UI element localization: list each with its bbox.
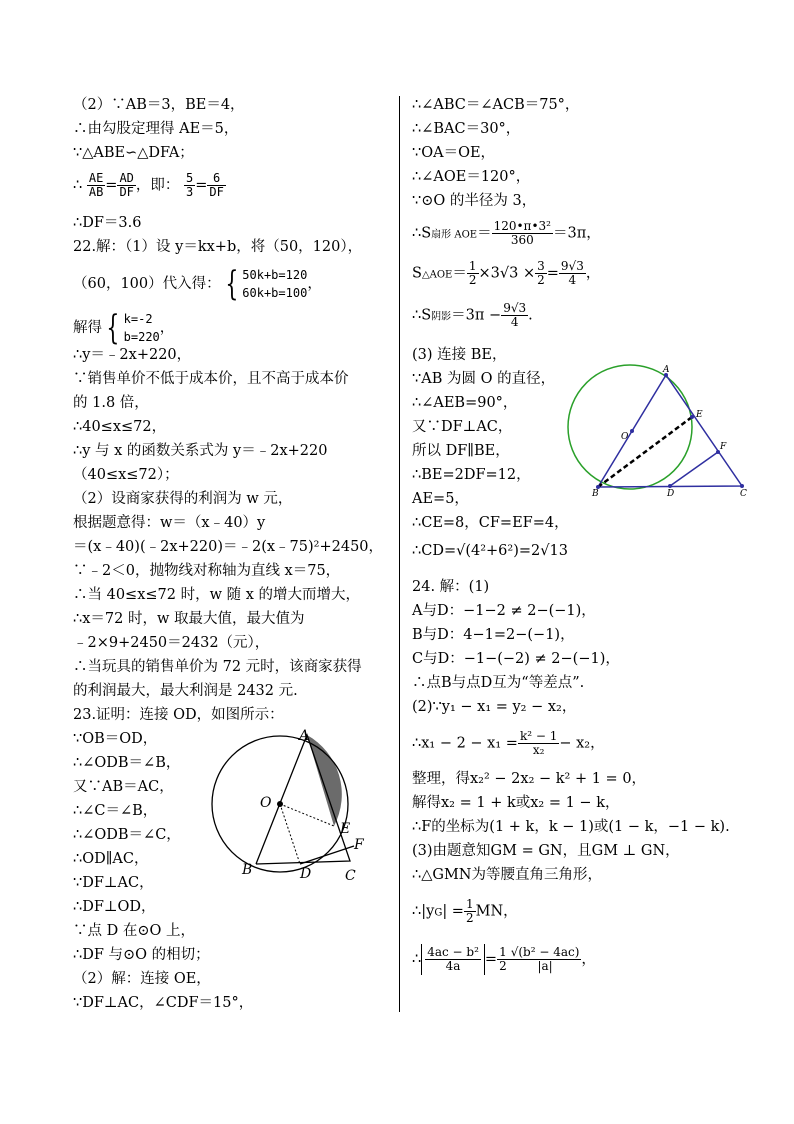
text-line: ∴y＝﹣2x+220， (73, 347, 192, 363)
text-line: ∵DF⊥AC， (73, 875, 154, 891)
text-line: ∵OA＝OE， (412, 145, 496, 161)
text-line: ∴x＝72 时，w 取最大值，最大值为 (73, 611, 305, 627)
dashed-od (280, 804, 300, 864)
label-e: E (340, 821, 351, 837)
text-line: ∵DF⊥AC，∠CDF＝15°， (73, 995, 254, 1011)
text-line: （2）解：连接 OE， (73, 971, 211, 987)
text-line: ∵﹣2＜0，抛物线对称轴为直线 x＝75， (73, 563, 341, 579)
text-line: ∴∠ODB＝∠B， (73, 755, 181, 771)
text-line: C与D：−1−(−2) ≠ 2−(−1)， (412, 651, 620, 667)
point-o (630, 429, 634, 433)
text-line: 整理，得x₂² − 2x₂ − k² + 1 = 0， (412, 771, 647, 787)
text-line: B与D：4−1=2−(−1)， (412, 627, 575, 643)
label-f: F (720, 442, 727, 452)
system-equations-2: 解得 { k=-2 b=220 ， (73, 308, 175, 348)
text-line: ∴DF⊥OD， (73, 899, 156, 915)
text-line: ∴∠C＝∠B， (73, 803, 158, 819)
text-line: 的利润最大，最大利润是 2432 元. (73, 683, 298, 699)
text-line: ∴OD∥AC， (73, 851, 149, 867)
text-line: （40≤x≤72）； (73, 467, 179, 483)
text-line: 24. 解：(1) (412, 579, 490, 595)
column-divider (399, 96, 400, 1012)
vertex-formula: ∴ $\frac{\text{4ac − b²}}{4a}$ = $\frac{1}{2}$ $\frac{\text{√(b² − 4ac)}}{|a|}$ ， (412, 945, 596, 973)
text-line: ∴CD=√(4²+6²)=2√13 (412, 543, 568, 559)
shaded-area-formula: ∴S阴影＝3π − $\frac{9√3}{4}$ . (412, 301, 533, 329)
dashed-oe (280, 804, 334, 826)
text-line: 22.解：（1）设 y＝kx+b，将（50，120）， (73, 239, 363, 255)
text-line: ∵销售单价不低于成本价，且不高于成本价 (73, 371, 349, 387)
text-line: （2）设商家获得的利润为 w 元， (73, 491, 293, 507)
label-a: A (663, 365, 670, 375)
text-line: ∴由勾股定理得 AE＝5， (73, 121, 239, 137)
text-line: ∴△GMN为等腰直角三角形， (412, 867, 602, 883)
label-e: E (696, 410, 703, 420)
text-line: 的 1.8 倍， (73, 395, 149, 411)
text-line: ∴40≤x≤72， (73, 419, 167, 435)
text-line: ∴∠AEB=90°， (412, 395, 518, 411)
text-line: (3)由题意知GM = GN，且GM ⊥ GN， (412, 843, 680, 859)
text-line: ∴y 与 x 的函数关系式为 y＝﹣2x+220 (73, 443, 328, 459)
text-line: ∴∠AOE＝120°， (412, 169, 531, 185)
text-line: 又∵DF⊥AC， (412, 419, 513, 435)
text-line: ∴点B与点D互为“等差点”. (412, 675, 585, 691)
text-line: ∴当 40≤x≤72 时，w 随 x 的增大而增大， (73, 587, 361, 603)
point-e (690, 415, 694, 419)
sector-area-formula: ∴S扇形 AOE＝ $\frac{\text{120•π•3²}}{360}$ ＝3π， (412, 219, 601, 247)
label-d: D (667, 489, 675, 499)
text-line: ∴BE=2DF=12， (412, 467, 531, 483)
text-line: ∴当玩具的销售单价为 72 元时，该商家获得 (73, 659, 362, 675)
center-point (277, 801, 283, 807)
text-line: 所以 DF∥BE， (412, 443, 510, 459)
text-line: 23.证明：连接 OD，如图所示： (73, 707, 284, 723)
point-d (668, 484, 672, 488)
label-o: O (621, 432, 629, 442)
text-line: ﹣2×9+2450＝2432（元）， (73, 635, 270, 651)
circle-diameter-figure (568, 365, 758, 500)
text-line: ∵点 D 在⊙O 上， (73, 923, 195, 939)
eq-x2-formula: ∴x₁ − 2 − x₁ = $\frac{\text{k² − 1}}{\text{x₂}}$ − x₂， (412, 729, 605, 757)
label-d: D (300, 866, 312, 882)
text-line: ∴DF 与⊙O 的相切； (73, 947, 210, 963)
text-line: ∵AB 为圆 O 的直径， (412, 371, 556, 387)
line-df (670, 452, 718, 486)
text-line: 根据题意得：w＝（x﹣40）y (73, 515, 266, 531)
text-line: ∴∠BAC＝30°， (412, 121, 521, 137)
text-line: (2)∵y₁ − x₁ = y₂ − x₂， (412, 699, 577, 715)
text-line: ∴∠ABC＝∠ACB＝75°， (412, 97, 580, 113)
text-line: （2）∵AB＝3，BE＝4， (73, 97, 245, 113)
system-equations-1: （60，100）代入得： { 50k+b=120 60k+b=100 ， (73, 264, 322, 304)
label-a: A (299, 728, 310, 744)
text-line: ∵OB＝OD， (73, 731, 158, 747)
label-b: B (242, 862, 253, 878)
text-line: ∴CE=8，CF=EF=4， (412, 515, 569, 531)
text-line: (3) 连接 BE， (412, 347, 507, 363)
text-line: ＝(x﹣40)(﹣2x+220)＝﹣2(x﹣75)²+2450， (73, 539, 384, 555)
text-line: ∵⊙O 的半径为 3， (412, 193, 537, 209)
text-line: A与D：−1−2 ≠ 2−(−1)， (412, 603, 596, 619)
label-f: F (354, 837, 364, 853)
circle-tangent-figure (212, 728, 362, 883)
text-line: ∴DF＝3.6 (73, 215, 142, 231)
text-line: AE=5， (412, 491, 469, 507)
ratio-formula: ∴ $\frac{AE}{AB}$ = $\frac{AD}{DF}$ ，即： $\frac{5}{3}$ = $\frac{6}{DF}$ (73, 171, 224, 199)
text-line: ∴∠ODB＝∠C， (73, 827, 181, 843)
label-b: B (592, 489, 599, 499)
dashed-be (598, 417, 692, 487)
label-c: C (740, 489, 747, 499)
yg-formula: ∴|yG| = $\frac{1}{2}$ MN， (412, 897, 518, 925)
text-line: ∵△ABE∽△DFA； (73, 145, 194, 161)
text-line: 又∵AB＝AC， (73, 779, 174, 795)
label-o: O (260, 795, 272, 811)
label-c: C (345, 868, 356, 884)
text-line: ∴F的坐标为(1 + k，k − 1)或(1 − k，−1 − k). (412, 819, 730, 835)
text-line: 解得x₂ = 1 + k或x₂ = 1 − k， (412, 795, 620, 811)
triangle-area-formula: S△AOE＝ $\frac{1}{2}$ ×3√3 × $\frac{3}{2}$ = $\frac{9√3}{4}$ ， (412, 259, 601, 287)
circle-o (568, 365, 692, 489)
point-c (740, 484, 744, 488)
